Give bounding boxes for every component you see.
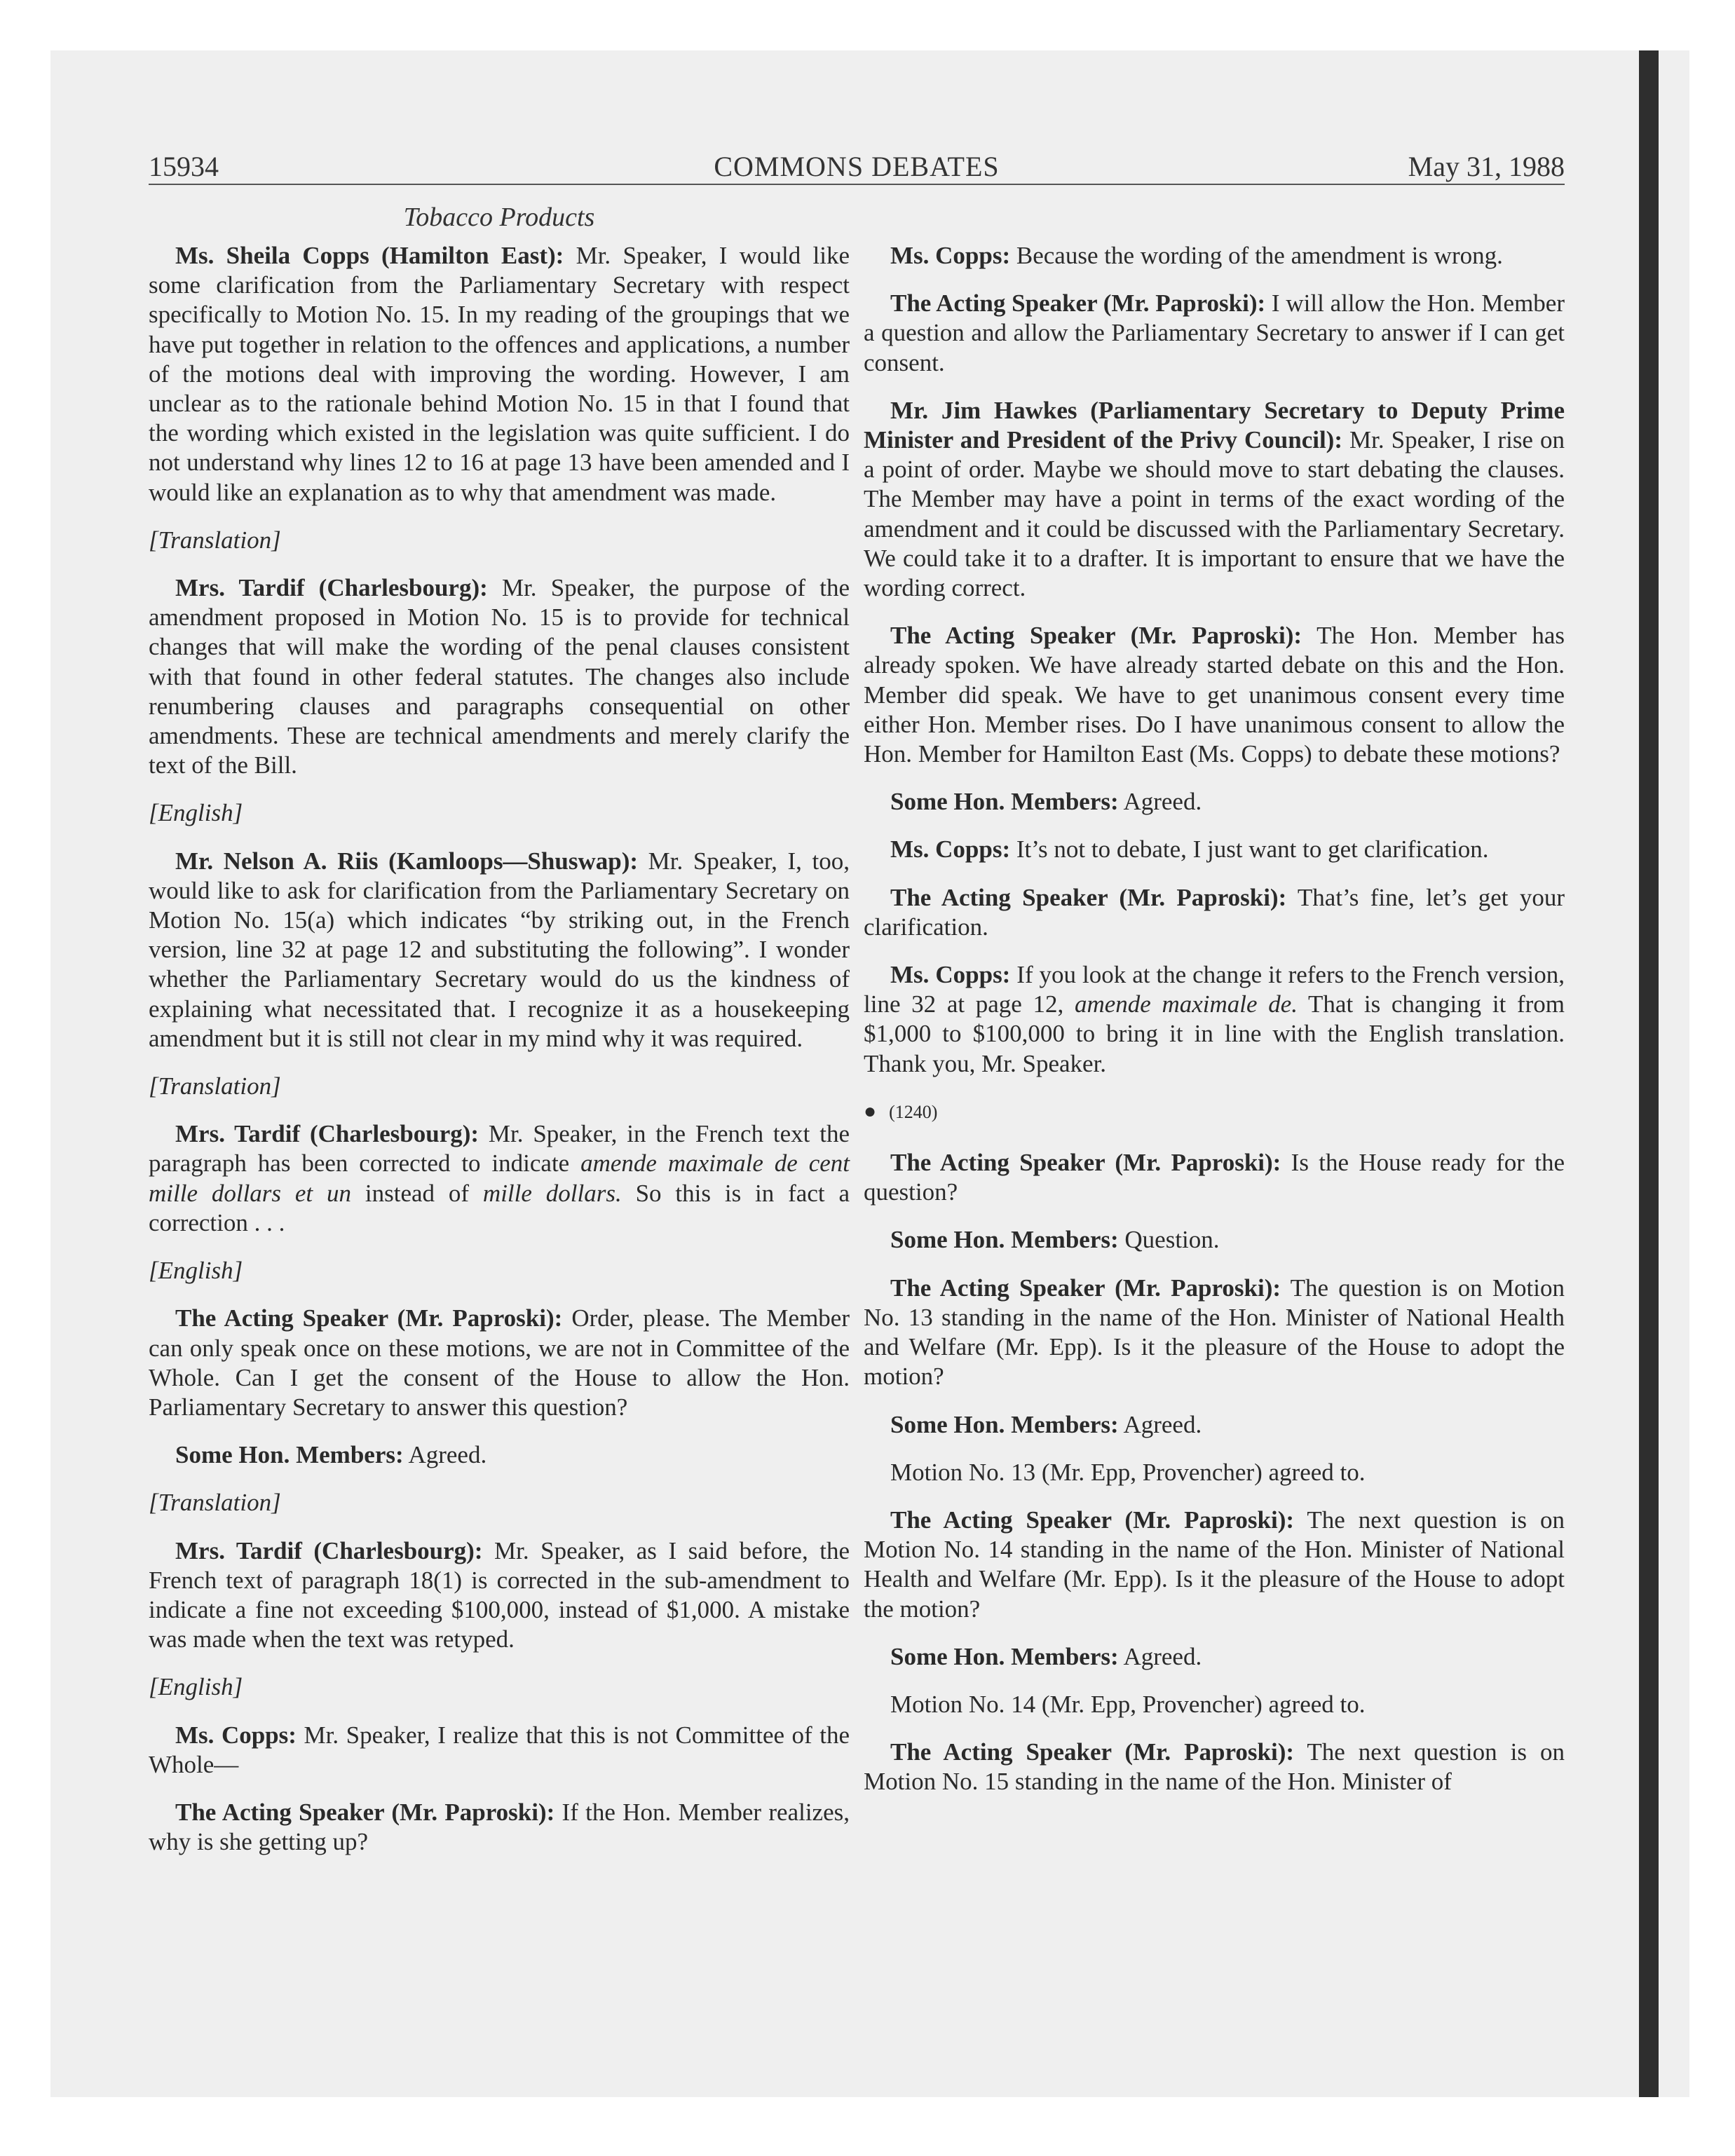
speech-text: Mr. Speaker, in the French text the paragraph has been corrected to indicate xyxy=(149,1120,850,1178)
speaker-name: Some Hon. Members: xyxy=(890,788,1119,816)
speech-text: Mr. Speaker, as I said before, the French text of paragraph 18(1) is corrected in the sub-amendment to indicate a fine not exceeding $100,000, instead of $1,000. A mistake was made when the text was retyped. xyxy=(149,1536,850,1653)
page-header xyxy=(149,149,1565,185)
speaker-name: Mrs. Tardif (Charlesbourg): xyxy=(175,1536,483,1564)
speech-text: Question. xyxy=(1118,1226,1220,1254)
speech-paragraph xyxy=(864,289,1565,378)
language-marker: [Translation] xyxy=(149,1072,281,1100)
speaker-name: Ms. Sheila Copps (Hamilton East): xyxy=(175,242,564,269)
speech-text: Mr. Speaker, the purpose of the amendment proposed in Motion No. 15 is to provide for technical changes that will make the wording of the penal clauses consistent with that found in other federal statutes. The changes also include renumbering clauses and paragraphs consequential on other amendments. These are technical amendments and merely clarify the text of the Bill. xyxy=(149,574,850,779)
speaker-name: The Acting Speaker (Mr. Paproski): xyxy=(890,1506,1295,1534)
speech-paragraph xyxy=(864,1506,1565,1624)
speech-text: Mr. Speaker, I, too, would like to ask for clarification from the Parliamentary Secretary on Motion No. 15(a) which indicates “by striking out, in the French version, line 32 at page 12 and substituting the following”. I wonder whether the Parliamentary Secretary would do us the kindness of explaining what necessitated that. I recognize it as a housekeeping amendment but it is still not clear in my mind why it was required. xyxy=(149,847,850,1052)
speaker-name: Ms. Copps: xyxy=(175,1721,297,1749)
speech-text: If you look at the change it refers to the French version, line 32 at page 12, xyxy=(864,961,1565,1018)
speech-text: The question is on Motion No. 13 standing in the name of the Hon. Minister of National Health and Welfare (Mr. Epp). Is it the pleasure of the House to adopt the motion? xyxy=(864,1274,1565,1391)
bullet-icon: ● xyxy=(864,1099,877,1123)
speaker-name: Some Hon. Members: xyxy=(890,1226,1119,1254)
speech-text: The next question is on Motion No. 14 standing in the name of the Hon. Minister of National Health and Welfare (Mr. Epp). Is it the pleasure of the House to adopt the motion? xyxy=(864,1506,1565,1623)
speech-paragraph xyxy=(149,1440,850,1470)
speech-text: So this is in fact a correction . . . xyxy=(149,1179,850,1236)
speech-paragraph xyxy=(149,1304,850,1422)
speaker-name: Some Hon. Members: xyxy=(890,1410,1119,1438)
speaker-name: Ms. Copps: xyxy=(890,242,1011,269)
header-rule xyxy=(149,184,1565,185)
speech-paragraph xyxy=(864,787,1565,817)
section-subject: Tobacco Products xyxy=(403,203,595,232)
language-marker: [Translation] xyxy=(149,526,281,554)
speech-paragraph xyxy=(864,1274,1565,1392)
time-stamp xyxy=(864,1097,1565,1127)
right-column xyxy=(864,241,1565,1815)
speech-text: The Hon. Member has already spoken. We have already started debate on this and the Hon. Member did speak. We have to get unanimous consent every time either Hon. Member rises. Do I have unanimous consent to allow the Hon. Member for Hamilton East (Ms. Copps) to debate these motions? xyxy=(864,622,1565,768)
speech-text: It’s not to debate, I just want to get clarification. xyxy=(1010,835,1489,864)
speech-paragraph xyxy=(864,1410,1565,1440)
speech-text: That’s fine, let’s get your clarification. xyxy=(864,883,1565,941)
speaker-name: The Acting Speaker (Mr. Paproski): xyxy=(175,1798,555,1826)
speaker-name: Mrs. Tardif (Charlesbourg): xyxy=(175,574,488,602)
speech-paragraph xyxy=(864,960,1565,1079)
speech-paragraph xyxy=(864,1642,1565,1672)
speaker-name: The Acting Speaker (Mr. Paproski): xyxy=(890,1738,1295,1766)
page-number: 15934 xyxy=(149,151,219,182)
speech-paragraph xyxy=(864,883,1565,942)
left-column xyxy=(149,241,850,1875)
speech-text: Agreed. xyxy=(1118,788,1202,816)
speaker-name: Mrs. Tardif (Charlesbourg): xyxy=(175,1120,479,1148)
speech-italic-text: mille dollars. xyxy=(482,1179,622,1207)
speech-paragraph xyxy=(149,1119,850,1238)
speech-paragraph xyxy=(864,396,1565,603)
speech-paragraph xyxy=(149,1798,850,1857)
language-marker: [English] xyxy=(149,1673,243,1701)
speech-paragraph xyxy=(149,1536,850,1655)
speech-paragraph xyxy=(864,835,1565,864)
speech-text: I will allow the Hon. Member a question and allow the Parliamentary Secretary to answer if I can get consent. xyxy=(864,289,1565,376)
speech-text: Order, please. The Member can only speak once on these motions, we are not in Committee of the Whole. Can I get the consent of the House to allow the Hon. Parliamentary Secretary to answer this question? xyxy=(149,1304,850,1421)
speaker-name: Ms. Copps: xyxy=(890,835,1011,864)
speech-text: Agreed. xyxy=(403,1441,487,1469)
speaker-name: The Acting Speaker (Mr. Paproski): xyxy=(890,289,1266,318)
speech-text: instead of xyxy=(351,1179,483,1207)
speech-text: That is changing it from $1,000 to $100,000 to bring it in line with the English translation. Thank you, Mr. Speaker. xyxy=(864,990,1565,1077)
speech-text: Mr. Speaker, I rise on a point of order. Maybe we should move to start debating the clauses. The Member may have a point in terms of the exact wording of the amendment and it could be discussed with the Parliamentary Secretary. We could take it to a drafter. It is important to ensure that we have the wording correct. xyxy=(864,426,1565,602)
publication-title: COMMONS DEBATES xyxy=(714,151,1000,182)
page-date: May 31, 1988 xyxy=(1408,151,1565,182)
speech-text: Mr. Speaker, I would like some clarification from the Parliamentary Secretary with respect specifically to Motion No. 15. In my reading of the groupings that we have put together in relation to the offences and applications, a number of the motions deal with improving the wording. However, I am unclear as to the rationale behind Motion No. 15 in that I found that the wording which existed in the legislation was quite sufficient. I do not understand why lines 12 to 16 at page 13 have been amended and I would like an explanation as to why that amendment was made. xyxy=(149,242,850,506)
speaker-name: The Acting Speaker (Mr. Paproski): xyxy=(890,883,1287,911)
language-marker: [Translation] xyxy=(149,1489,281,1517)
scan-edge-shadow xyxy=(1639,50,1659,2097)
language-marker: [English] xyxy=(149,1257,243,1285)
speech-italic-text: amende maximale de cent mille dollars et un xyxy=(149,1149,850,1207)
speech-text: Is the House ready for the question? xyxy=(864,1149,1565,1206)
motion-result: Motion No. 14 (Mr. Epp, Provencher) agreed to. xyxy=(890,1690,1366,1718)
speech-paragraph xyxy=(149,573,850,780)
speech-paragraph xyxy=(149,241,850,507)
motion-result: Motion No. 13 (Mr. Epp, Provencher) agreed to. xyxy=(890,1458,1366,1486)
speech-italic-text: amende maximale de. xyxy=(1074,990,1298,1018)
speaker-name: The Acting Speaker (Mr. Paproski): xyxy=(890,1149,1281,1177)
speaker-name: Some Hon. Members: xyxy=(175,1441,404,1469)
speech-paragraph xyxy=(864,1738,1565,1796)
speech-text: Agreed. xyxy=(1118,1410,1202,1438)
speech-paragraph xyxy=(149,1721,850,1780)
speaker-name: Mr. Jim Hawkes (Parliamentary Secretary to Deputy Prime Minister and President of the Privy Council): xyxy=(864,396,1565,454)
speech-text: Because the wording of the amendment is wrong. xyxy=(1010,242,1503,269)
speech-text: The next question is on Motion No. 15 standing in the name of the Hon. Minister of xyxy=(864,1738,1565,1796)
speech-text: If the Hon. Member realizes, why is she getting up? xyxy=(149,1798,850,1856)
speaker-name: The Acting Speaker (Mr. Paproski): xyxy=(175,1304,563,1332)
speech-text: Agreed. xyxy=(1118,1642,1202,1670)
speech-paragraph xyxy=(149,847,850,1053)
language-marker: [English] xyxy=(149,799,243,827)
speaker-name: The Acting Speaker (Mr. Paproski): xyxy=(890,1274,1281,1302)
speech-paragraph xyxy=(864,241,1565,271)
speech-paragraph xyxy=(864,621,1565,769)
speaker-name: The Acting Speaker (Mr. Paproski): xyxy=(890,622,1302,650)
speech-paragraph xyxy=(864,1148,1565,1207)
speaker-name: Some Hon. Members: xyxy=(890,1642,1119,1670)
speaker-name: Mr. Nelson A. Riis (Kamloops—Shuswap): xyxy=(175,847,639,875)
speaker-name: Ms. Copps: xyxy=(890,961,1011,989)
time-stamp-text: (1240) xyxy=(889,1101,938,1122)
speech-paragraph xyxy=(864,1225,1565,1255)
speech-text: Mr. Speaker, I realize that this is not Committee of the Whole— xyxy=(149,1721,850,1778)
